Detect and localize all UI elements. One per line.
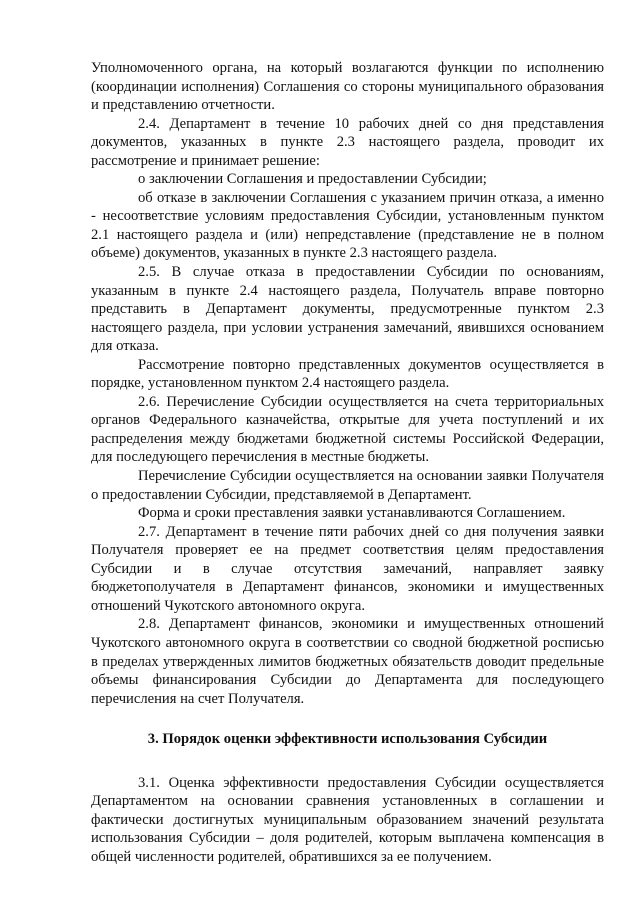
section-spacer: [91, 708, 604, 722]
paragraph-2-6-request: Перечисление Субсидии осуществляется на основании заявки Получателя о предоставлении Субсидии, представляемой в Департамент.: [91, 468, 604, 503]
paragraph-2-4-option-1: о заключении Соглашения и предоставлении Субсидии;: [138, 171, 487, 188]
paragraph-2-6: 2.6. Перечисление Субсидии осуществляется на счета территориальных органов Федерального казначейства, открытые для учета поступлений и их распределения между бюджетами бюджетной системы Российской Федерации, для последующего перечисления в местные бюджеты.: [91, 393, 604, 466]
paragraph-2-5-repeat: Рассмотрение повторно представленных документов осуществляется в порядке, установленном пунктом 2.4 настоящего раздела.: [91, 356, 604, 392]
paragraph-3-1: 3.1. Оценка эффективности предоставления Субсидии осуществляется Департаментом на основании сравнения установленных в соглашении и фактически достигнутых муниципальным образованием значений результата использования Субсидии – доля родителей, которым выплачена компенсация в общей численности родителей, обратившихся за ее получением.: [91, 774, 604, 865]
paragraph-2-5: 2.5. В случае отказа в предоставлении Субсидии по основаниям, указанным в пункте 2.4 настоящего раздела, Получатель вправе повторно представить в Департамент документы, предусмотренные пунктом 2.3 настоящего раздела, при условии устранения замечаний, явившихся основанием для отказа.: [91, 264, 604, 355]
paragraph-2-4: 2.4. Департамент в течение 10 рабочих дней со дня представления документов, указанных в пункте 2.3 настоящего раздела, проводит их рассмотрение и принимает решение:: [91, 115, 604, 169]
paragraph-continuation: Уполномоченного органа, на который возлагаются функции по исполнению (координации исполнения) Соглашения со стороны муниципального образования и представлению отчетности.: [91, 60, 604, 114]
paragraph-2-7: 2.7. Департамент в течение пяти рабочих дней со дня получения заявки Получателя проверяет ее на предмет соответствия целям предоставления Субсидии и в случае отсутствия замечаний, направляет заявку бюджетополучателя в Департамент финансов, экономики и имущественных отношений Чукотского автономного округа.: [91, 523, 604, 614]
paragraph-2-6-form: Форма и сроки преставления заявки устанавливаются Соглашением.: [138, 505, 566, 522]
paragraph-2-8: 2.8. Департамент финансов, экономики и имущественных отношений Чукотского автономного округа в соответствии со сводной бюджетной росписью в пределах утвержденных лимитов бюджетных обязательств доводит предельные объемы финансирования Субсидии до Департамента для последующего перечисления на счет Получателя.: [91, 616, 604, 707]
section-3-heading: 3. Порядок оценки эффективности использования Субсидии: [147, 731, 548, 748]
paragraph-2-4-option-2: об отказе в заключении Соглашения с указанием причин отказа, а именно - несоответствие условиям предоставления Субсидии, установленным пунктом 2.1 настоящего раздела и (или) непредставление (представление не в полном объеме) документов, указанных в пункте 2.3 настоящего раздела.: [91, 189, 604, 262]
document-page: [91, 59, 604, 866]
